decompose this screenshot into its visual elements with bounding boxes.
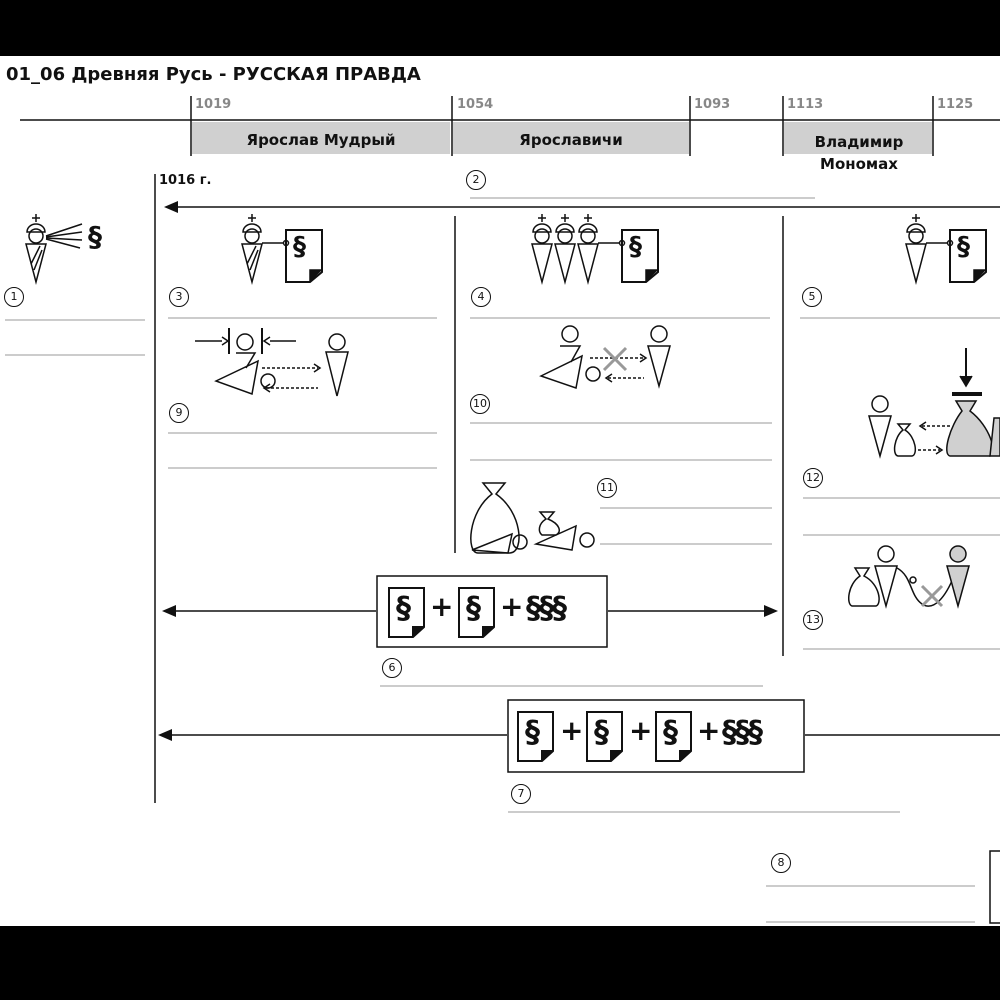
prince-document-figure-5 [906,214,986,282]
marker-9: 9 [169,403,189,423]
marker-6: 6 [382,658,402,678]
prince-document-figure-3 [242,214,322,282]
money-fine-figure-11 [471,483,594,553]
bottom-black-bar [0,926,1000,1000]
diagram-graphics [0,56,1000,926]
box6-triple-section: §§§ [526,591,565,626]
marker-11: 11 [597,478,617,498]
year-1054: 1054 [457,97,494,112]
year-1019: 1019 [195,97,232,112]
marker-5: 5 [802,287,822,307]
marker-7: 7 [511,784,531,804]
blood-feud-figure-9 [195,328,348,396]
ruler-yaroslavichi: Ярославичи [519,131,623,149]
box6-plus-b: + [500,590,524,623]
section-sign-4: § [629,232,642,262]
diagram-canvas [0,56,1000,926]
marker-3: 3 [169,287,189,307]
year-1125: 1125 [937,97,974,112]
top-black-bar [0,0,1000,56]
box7-triple-section: §§§ [722,715,761,750]
box6-plus-a: + [430,590,454,623]
marker-1: 1 [4,287,24,307]
ruler-yaroslav: Ярослав Мудрый [246,131,396,149]
marker-12: 12 [803,468,823,488]
page-title: 01_06 Древняя Русь - РУССКАЯ ПРАВДА [6,64,421,85]
box6-section-b: § [466,591,481,626]
box7-section-c: § [663,715,678,750]
feud-abolished-figure-10 [541,326,670,388]
box7-plus-b: + [629,714,653,747]
section-sign-3: § [293,232,306,262]
year-1113: 1113 [787,97,824,112]
section-sign-5: § [957,232,970,262]
box7-section-b: § [594,715,609,750]
marker-13: 13 [803,610,823,630]
prince-law-figure-1 [26,214,82,282]
court-figure-12 [869,348,1000,456]
box6-section-a: § [396,591,411,626]
marker-8: 8 [771,853,791,873]
box7-section-a: § [525,715,540,750]
section-sign-1: § [88,220,102,253]
year-1093: 1093 [694,97,731,112]
box7-plus-c: + [697,714,721,747]
start-year-note: 1016 г. [159,173,212,188]
bondage-figure-13 [849,546,969,606]
marker-10: 10 [470,394,490,414]
ruler-monomakh: Владимир Мономах [814,133,904,173]
box7-plus-a: + [560,714,584,747]
marker-2: 2 [466,170,486,190]
marker-4: 4 [471,287,491,307]
